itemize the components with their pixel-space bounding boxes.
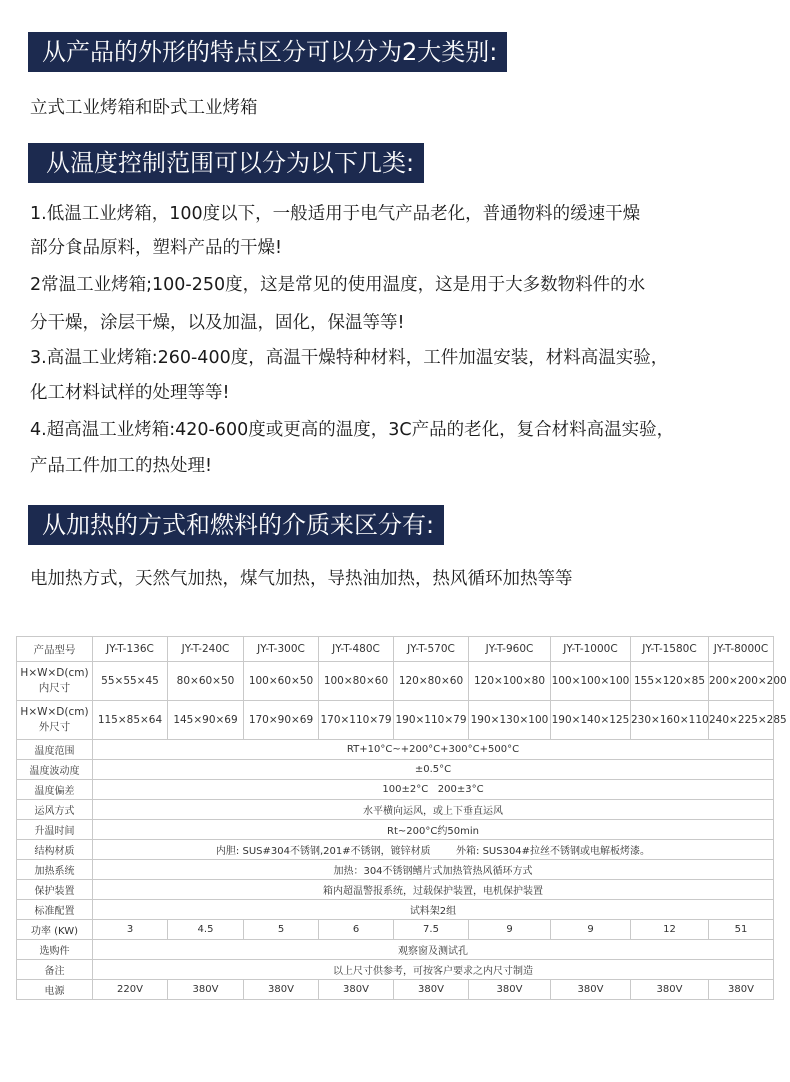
model-cell: JY-T-480C (319, 637, 394, 662)
voltage-cell: 220V (93, 980, 168, 1000)
outer-size-label-line1: H×W×D(cm) (20, 706, 89, 718)
voltage-cell: 380V (394, 980, 469, 1000)
shape-types-text: 立式工业烤箱和卧式工业烤箱 (30, 98, 258, 118)
inner-size-cell: 120×80×60 (394, 662, 469, 701)
row-value: 内胆: SUS#304不锈钢,201#不锈钢，镀锌材质 外箱: SUS304#拉丝不锈钢或电解板烤漆。 (93, 840, 774, 860)
inner-size-cell: 80×60×50 (168, 662, 244, 701)
power-cell: 5 (244, 920, 319, 940)
outer-size-cell: 240×225×285 (709, 701, 774, 740)
row-label: 加热系统 (17, 860, 93, 880)
inner-size-cell: 200×200×200 (709, 662, 774, 701)
row-label: 运风方式 (17, 800, 93, 820)
row-label: 温度波动度 (17, 760, 93, 780)
row-label: 标准配置 (17, 900, 93, 920)
table-row-temp-deviation (17, 780, 774, 800)
outer-size-cell: 145×90×69 (168, 701, 244, 740)
table-row-standard-config (17, 900, 774, 920)
outer-size-cell: 190×110×79 (394, 701, 469, 740)
heating-methods-text: 电加热方式，天然气加热，煤气加热，导热油加热，热风循环加热等等 (30, 569, 573, 589)
voltage-cell: 380V (244, 980, 319, 1000)
model-cell: JY-T-1000C (551, 637, 631, 662)
row-label: 备注 (17, 960, 93, 980)
row-value: 箱内超温警报系统，过载保护装置，电机保护装置 (93, 880, 774, 900)
voltage-cell: 380V (551, 980, 631, 1000)
voltage-cell: 380V (709, 980, 774, 1000)
row-label: 选购件 (17, 940, 93, 960)
temp-line: 部分食品原料，塑料产品的干燥! (30, 238, 283, 258)
temp-line: 4.超高温工业烤箱:420-600度或更高的温度，3C产品的老化，复合材料高温实验， (30, 420, 675, 440)
row-label: 升温时间 (17, 820, 93, 840)
table-row-temp-range (17, 740, 774, 760)
temp-line: 分干燥，涂层干燥，以及加温，固化，保温等等! (30, 313, 405, 333)
power-label: 功率 (KW) (17, 920, 93, 940)
power-cell: 9 (551, 920, 631, 940)
model-cell: JY-T-960C (469, 637, 551, 662)
section-heading-heating: 从加热的方式和燃料的介质来区分有: (28, 505, 444, 545)
inner-size-cell: 120×100×80 (469, 662, 551, 701)
row-value: 试料架2组 (93, 900, 774, 920)
table-row-airflow (17, 800, 774, 820)
spec-table (16, 636, 787, 1000)
inner-size-label-line1: H×W×D(cm) (20, 667, 89, 679)
model-cell: JY-T-300C (244, 637, 319, 662)
row-label: 保护装置 (17, 880, 93, 900)
model-cell: JY-T-570C (394, 637, 469, 662)
outer-size-cell: 190×130×100 (469, 701, 551, 740)
temp-line: 2常温工业烤箱;100-250度，这是常见的使用温度，这是用于大多数物料件的水 (30, 275, 646, 295)
inner-size-cell: 155×120×85 (631, 662, 709, 701)
power-cell: 4.5 (168, 920, 244, 940)
row-label: 温度范围 (17, 740, 93, 760)
power-cell: 7.5 (394, 920, 469, 940)
power-cell: 12 (631, 920, 709, 940)
power-cell: 6 (319, 920, 394, 940)
table-row-outer-size (17, 701, 774, 740)
inner-size-cell: 55×55×45 (93, 662, 168, 701)
model-cell: JY-T-1580C (631, 637, 709, 662)
model-cell: JY-T-240C (168, 637, 244, 662)
row-value: 水平横向运风，或上下垂直运风 (93, 800, 774, 820)
temp-line: 3.高温工业烤箱:260-400度，高温干燥特种材料，工件加温安装，材料高温实验， (30, 348, 669, 368)
row-value: 加热：304不锈钢鳍片式加热管热风循环方式 (93, 860, 774, 880)
outer-size-label-line2: 外尺寸 (38, 721, 71, 733)
table-row-note (17, 960, 774, 980)
voltage-cell: 380V (469, 980, 551, 1000)
table-row-heating-system (17, 860, 774, 880)
inner-size-cell: 100×80×60 (319, 662, 394, 701)
table-row-protection (17, 880, 774, 900)
row-value: 观察窗及测试孔 (93, 940, 774, 960)
temp-line: 产品工件加工的热处理! (30, 456, 213, 476)
outer-size-cell: 170×110×79 (319, 701, 394, 740)
power-cell: 9 (469, 920, 551, 940)
row-value: 以上尺寸供参考，可按客户要求之内尺寸制造 (93, 960, 774, 980)
inner-size-label-line2: 内尺寸 (38, 682, 71, 694)
outer-size-label (17, 701, 93, 740)
voltage-cell: 380V (168, 980, 244, 1000)
power-cell: 51 (709, 920, 774, 940)
voltage-label: 电源 (17, 980, 93, 1000)
outer-size-cell: 230×160×110 (631, 701, 709, 740)
row-value: RT+10°C~+200°C+300°C+500°C (93, 740, 774, 760)
section-heading-temperature: 从温度控制范围可以分为以下几类: (28, 143, 424, 183)
row-value: 100±2°C 200±3°C (93, 780, 774, 800)
outer-size-cell: 170×90×69 (244, 701, 319, 740)
temp-line: 1.低温工业烤箱，100度以下，一般适用于电气产品老化，普通物料的缓速干燥 (30, 204, 641, 224)
table-row-heatup-time (17, 820, 774, 840)
outer-size-cell: 190×140×125 (551, 701, 631, 740)
table-row-optional (17, 940, 774, 960)
section-heading-shape: 从产品的外形的特点区分可以分为2大类别: (28, 32, 507, 72)
inner-size-cell: 100×60×50 (244, 662, 319, 701)
power-cell: 3 (93, 920, 168, 940)
table-row-material (17, 840, 774, 860)
row-value: Rt~200°C约50min (93, 820, 774, 840)
table-row-power (17, 920, 774, 940)
table-row-voltage (17, 980, 774, 1000)
inner-size-cell: 100×100×100 (551, 662, 631, 701)
row-value: ±0.5°C (93, 760, 774, 780)
table-row-models (17, 637, 774, 662)
model-cell: JY-T-8000C (709, 637, 774, 662)
header-label-cell: 产品型号 (17, 637, 93, 662)
table-row-inner-size (17, 662, 774, 701)
row-label: 结构材质 (17, 840, 93, 860)
inner-size-label (17, 662, 93, 701)
voltage-cell: 380V (319, 980, 394, 1000)
voltage-cell: 380V (631, 980, 709, 1000)
model-cell: JY-T-136C (93, 637, 168, 662)
outer-size-cell: 115×85×64 (93, 701, 168, 740)
temp-line: 化工材料试样的处理等等! (30, 383, 230, 403)
table-row-temp-fluctuation (17, 760, 774, 780)
row-label: 温度偏差 (17, 780, 93, 800)
